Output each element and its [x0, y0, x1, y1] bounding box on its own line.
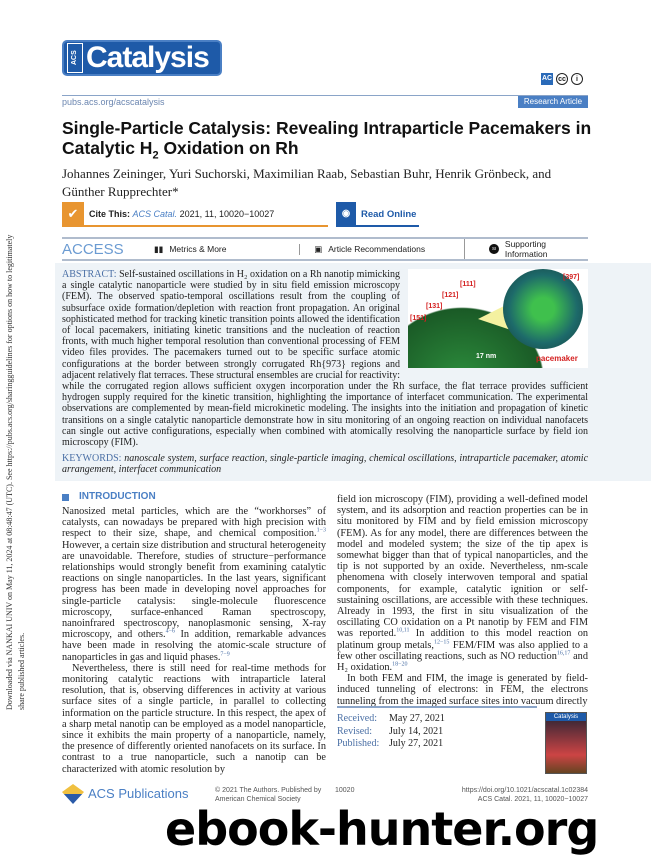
section-heading: INTRODUCTION	[62, 491, 326, 503]
bar-chart-icon: ▮▮	[153, 243, 164, 254]
page-number: 10020	[335, 787, 355, 794]
metrics-link[interactable]: ▮▮ Metrics & More	[153, 243, 227, 254]
supporting-info-link[interactable]: SI Supporting Information	[464, 239, 588, 259]
citation-link[interactable]: 10,11	[396, 628, 410, 635]
acs-emblem-icon	[62, 784, 84, 804]
journal-logo: ACS Catalysis	[62, 40, 222, 76]
article-title: Single-Particle Catalysis: Revealing Intraparticle Pacemakers in Catalytic $H_2$ Oxidation on Rh	[62, 118, 592, 162]
watermark: ebook-hunter.org	[165, 802, 599, 856]
license-icons	[541, 73, 583, 85]
citation-link[interactable]: 18−20	[392, 661, 408, 668]
read-online-button[interactable]: ◉ Read Online	[336, 203, 419, 227]
checkmark-icon: ✔	[62, 202, 84, 226]
citation-link[interactable]: 7−9	[220, 651, 230, 658]
journal-url-link[interactable]: pubs.acs.org/acscatalysis	[62, 97, 165, 107]
copyright: © 2021 The Authors. Published by American Chemical Society	[215, 787, 322, 803]
cc-icon[interactable]: cc	[556, 73, 568, 85]
toc-graphic: [151] [131] [121] [111] [397] 17 nm pacemaker	[408, 269, 588, 368]
by-icon[interactable]: i	[571, 73, 583, 85]
recommendations-link[interactable]: ▣ Article Recommendations	[299, 244, 464, 255]
citation-link[interactable]: 4−6	[165, 628, 175, 635]
keywords: KEYWORDS: nanoscale system, surface reaction, single-particle imaging, chemical oscillations, intraparticle pacemaker, atomic arrangement, interfacet communication	[62, 453, 589, 476]
citation-link[interactable]: 1−3	[316, 527, 326, 534]
article-dates: Received: May 27, 2021 Revised: July 14, 2021 Published: July 27, 2021	[337, 706, 537, 751]
right-column: field ion microscopy (FIM), providing a well-defined model system, and its adsorption and reaction properties can be in situ monitored by FIM and by field emission microscopy (FEM). As for any model, there are differences between the model and modeled system; the size of the tip apex is somewhat bigger than that of typical nanoparticles, and the tip is not supported by an oxide. Nevertheless, nm-scale phenomena with closely interwoven temporal and spatial components, for example, catalytic ignition or self-sustaining oscillations, are accessible with these techniques. Already in 1993, the first in situ visualization of the oscillating CO oxidation on a Pt nanotip by FEM and FIM was reported.$^{10,11}$ In addition to this model reaction on platinum group metals,$^{12-15}$ FEM/FIM was also applied to a few other oscillating reactions, such as NO reduction$^{16,17}$ and H₂ oxidation.$^{18-20}$ In both FEM and FIM, the image is generated by field-induced tunneling of electrons: in FEM, the electrons tunneling from the imaged surface sites into vacuum directly	[337, 494, 589, 707]
author-list: Johannes Zeininger, Yuri Suchorski, Maximilian Raab, Sebastian Buhr, Henrik Grönbeck, and Günther Rupprechter*	[62, 166, 552, 199]
cite-this-button[interactable]: ✔ Cite This: ACS Catal. 2021, 11, 10020−10027	[62, 203, 328, 227]
acs-publications-logo: ACS Publications	[62, 784, 188, 804]
citation-link[interactable]: 16,17	[556, 650, 571, 657]
abstract: [151] [131] [121] [111] [397] 17 nm pacemaker ABSTRACT: Self-sustained oscillations in H₂ oxidation on a Rh nanotip mimicking a single catalytic nanoparticle were studied by in situ field emission microscopy (FEM). The observed spatio-temporal oscillations result from the coupling of subsurface oxide formation/depletion with reaction front propagation. An original sophisticated method for tracking kinetic transition points allowed the identification of local pacemakers, initiating kinetic transitions and the nucleation of reaction fronts, with much higher temporal resolution than conventional processing of FEM video files provides. The pacemakers turned out to be specific surface atomic configurations at the border between strongly corrugated Rh{973} regions and adjacent relatively flat terraces. These structural ensembles are crucial for reactivity: while the corrugated region allows sufficient oxygen incorporation under the Rh surface, the flat terrace provides sufficient hydrogen supply required for the kinetic transition, highlighting the importance of interfacet communication. The experimental observations are complemented by mean-field microkinetic modeling. The insights into the initiation and propagation of kinetic transitions on a single catalytic nanoparticle demonstrate how in situ monitoring of an ongoing reaction on individual nanofacets can single out active configurations, especially when combined with atomically resolving the nanoparticle surface by field ion microscopy (FIM). KEYWORDS: nanoscale system, surface reaction, single-particle imaging, chemical oscillations, intraparticle pacemaker, atomic arrangement, interfacet communication	[62, 269, 589, 476]
download-note: Downloaded via NANKAI UNIV on May 11, 2024 at 08:48:47 (UTC). See https://pubs.acs.org/sharingguidelines for options on how to legitimately share published articles.	[5, 234, 26, 710]
doi-footer[interactable]: https://doi.org/10.1021/acscatal.1c02384 ACS Catal. 2021, 11, 10020−10027	[461, 787, 588, 803]
citation-link[interactable]: 12−15	[434, 639, 450, 646]
access-bar	[62, 237, 588, 261]
abstract-text: Self-sustained oscillations in H₂ oxidation on a Rh nanotip mimicking a single catalytic nanoparticle were studied by in situ field emission microscopy (FEM). The observed spatio-temporal oscillations result from the coupling of subsurface oxide formation/depletion with reaction front propagation. An original sophisticated method for tracking kinetic transition points allowed the identification of local pacemakers, initiating kinetic transitions and the nucleation of reaction fronts, with much higher temporal resolution than conventional processing of FEM video files provides. The pacemakers turned out to be specific surface atomic configurations at the border between strongly corrugated Rh{973} regions and adjacent relatively flat terraces. These structural ensembles are crucial for reactivity: while the corrugated region allows sufficient oxygen incorporation under the Rh surface, the flat terrace provides sufficient hydrogen supply required for the kinetic transition, highlighting the importance of interfacet communication. The experimental observations are complemented by mean-field microkinetic modeling. The insights into the initiation and propagation of kinetic transitions on a single catalytic nanoparticle demonstrate how in situ monitoring of an ongoing reaction on individual nanofacets can single out active configurations, especially when combined with atomically resolving the nanoparticle surface by field ion microscopy (FIM).	[62, 269, 588, 449]
globe-icon: ◉	[336, 202, 356, 226]
left-column: INTRODUCTION Nanosized metal particles, which are the “workhorses” of catalysts, can nowadays be prepared with high precision with respect to their size, shape, and chemical composition.$^{1-3}$ However, a certain size distribution and structural heterogeneity are unavoidable. Therefore, studies of structure−performance relationships would strongly benefit from examining catalytic reactions on single nanoparticles. In the last years, significant progress has been made in developing novel approaches for single-particle catalysis: single-molecule fluorescence microscopy, surface-enhanced Raman spectroscopy, nanoinfrared spectroscopy, nanoplasmonic sensing, X-ray microscopy, and others.$^{4-6}$ In addition, remarkable advances have been made in resolving the atomic-scale structure of nanoparticles in gas and liquid phases.$^{7-9}$ Nevertheless, there is still need for real-time methods for monitoring catalytic reactions with intraparticle lateral resolution, that is, observing differences in activity at various surface sites of a single particle, in parallel to collecting information on the particle structure. In this respect, the apex of a sharp metal nanotip can be employed as a model nanoparticle, since it exhibits the main property of a nanoparticle, namely, the presence of differently oriented nanofacets on its surface. In contrast to a true nanoparticle, such a nanotip can be characterized with atomic resolution by	[62, 491, 326, 775]
square-bullet-icon	[62, 494, 69, 501]
journal-cover-thumbnail[interactable]: Catalysis	[545, 712, 587, 774]
access-label: ACCESS	[62, 240, 124, 258]
article-type-badge: Research Article	[518, 96, 588, 108]
document-icon: ▣	[314, 243, 323, 254]
si-icon: SI	[489, 244, 499, 254]
ac-icon[interactable]: AC	[541, 73, 553, 85]
header-divider	[62, 95, 588, 96]
